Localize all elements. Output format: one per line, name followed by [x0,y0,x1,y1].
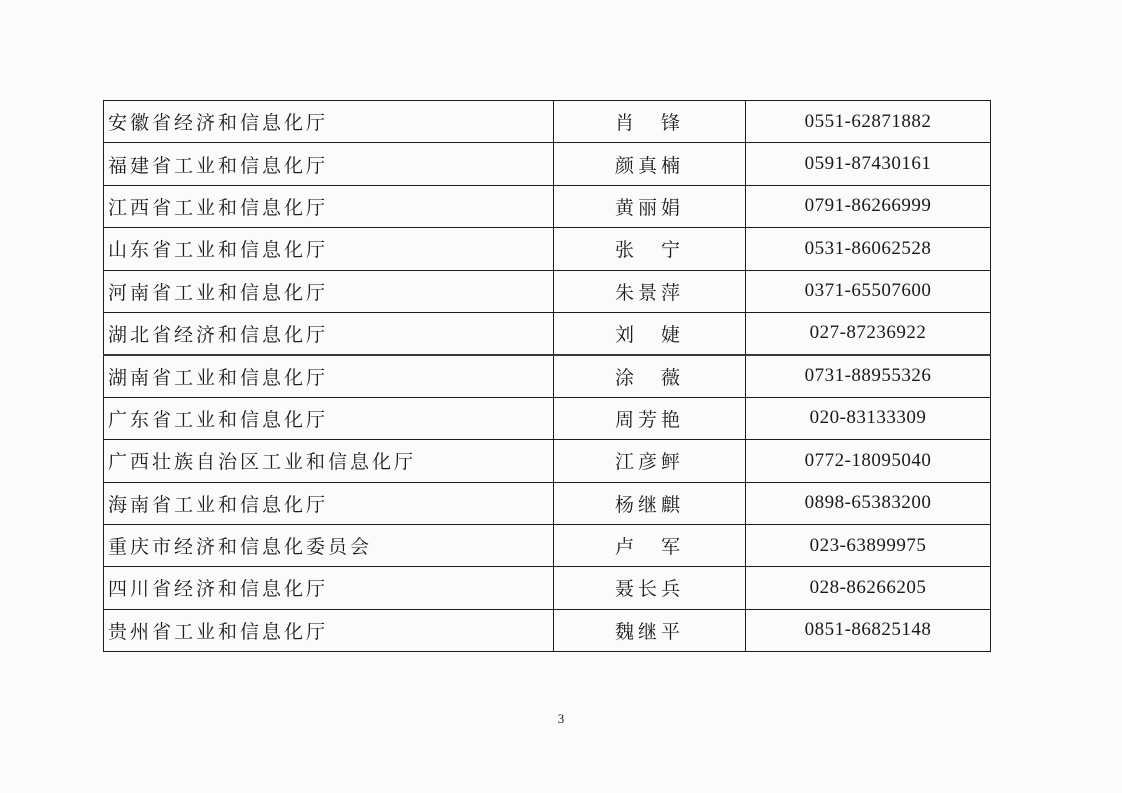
department-cell: 贵州省工业和信息化厅 [104,609,554,651]
table-row [104,524,991,566]
department-cell: 湖北省经济和信息化厅 [104,312,554,354]
page-number: 3 [557,711,565,726]
phone-number-cell: 027-87236922 [746,312,991,354]
contact-name-cell: 魏继平 [554,609,746,651]
contact-table [103,100,991,652]
contact-name-cell: 颜真楠 [554,143,746,185]
contact-name-cell: 聂长兵 [554,567,746,609]
phone-number-cell: 0851-86825148 [746,609,991,651]
contact-name-cell: 卢 军 [554,524,746,566]
table-row [104,228,991,270]
phone-number-cell: 023-63899975 [746,524,991,566]
contact-name-cell: 张 宁 [554,228,746,270]
department-cell: 海南省工业和信息化厅 [104,482,554,524]
contact-name-cell: 涂 薇 [554,355,746,397]
department-cell: 江西省工业和信息化厅 [104,185,554,227]
contact-name-cell: 朱景萍 [554,270,746,312]
table-row [104,609,991,651]
phone-number-cell: 0371-65507600 [746,270,991,312]
table-row [104,101,991,143]
table-row [104,355,991,397]
department-cell: 山东省工业和信息化厅 [104,228,554,270]
table-row [104,270,991,312]
contact-name-cell: 肖 锋 [554,101,746,143]
table-row [104,440,991,482]
phone-number-cell: 0898-65383200 [746,482,991,524]
table-row [104,185,991,227]
department-cell: 广东省工业和信息化厅 [104,397,554,439]
department-cell: 湖南省工业和信息化厅 [104,355,554,397]
contact-name-cell: 黄丽娟 [554,185,746,227]
phone-number-cell: 020-83133309 [746,397,991,439]
table-row [104,312,991,354]
phone-number-cell: 0731-88955326 [746,355,991,397]
table-row [104,567,991,609]
department-cell: 广西壮族自治区工业和信息化厅 [104,440,554,482]
department-cell: 重庆市经济和信息化委员会 [104,524,554,566]
department-cell: 河南省工业和信息化厅 [104,270,554,312]
contact-name-cell: 刘 婕 [554,312,746,354]
contact-table-body [104,101,991,652]
table-row [104,397,991,439]
phone-number-cell: 0531-86062528 [746,228,991,270]
contact-name-cell: 周芳艳 [554,397,746,439]
department-cell: 安徽省经济和信息化厅 [104,101,554,143]
contact-name-cell: 杨继麒 [554,482,746,524]
phone-number-cell: 028-86266205 [746,567,991,609]
phone-number-cell: 0551-62871882 [746,101,991,143]
contact-name-cell: 江彦鲆 [554,440,746,482]
department-cell: 四川省经济和信息化厅 [104,567,554,609]
table-row [104,482,991,524]
phone-number-cell: 0791-86266999 [746,185,991,227]
phone-number-cell: 0591-87430161 [746,143,991,185]
table-row [104,143,991,185]
phone-number-cell: 0772-18095040 [746,440,991,482]
department-cell: 福建省工业和信息化厅 [104,143,554,185]
